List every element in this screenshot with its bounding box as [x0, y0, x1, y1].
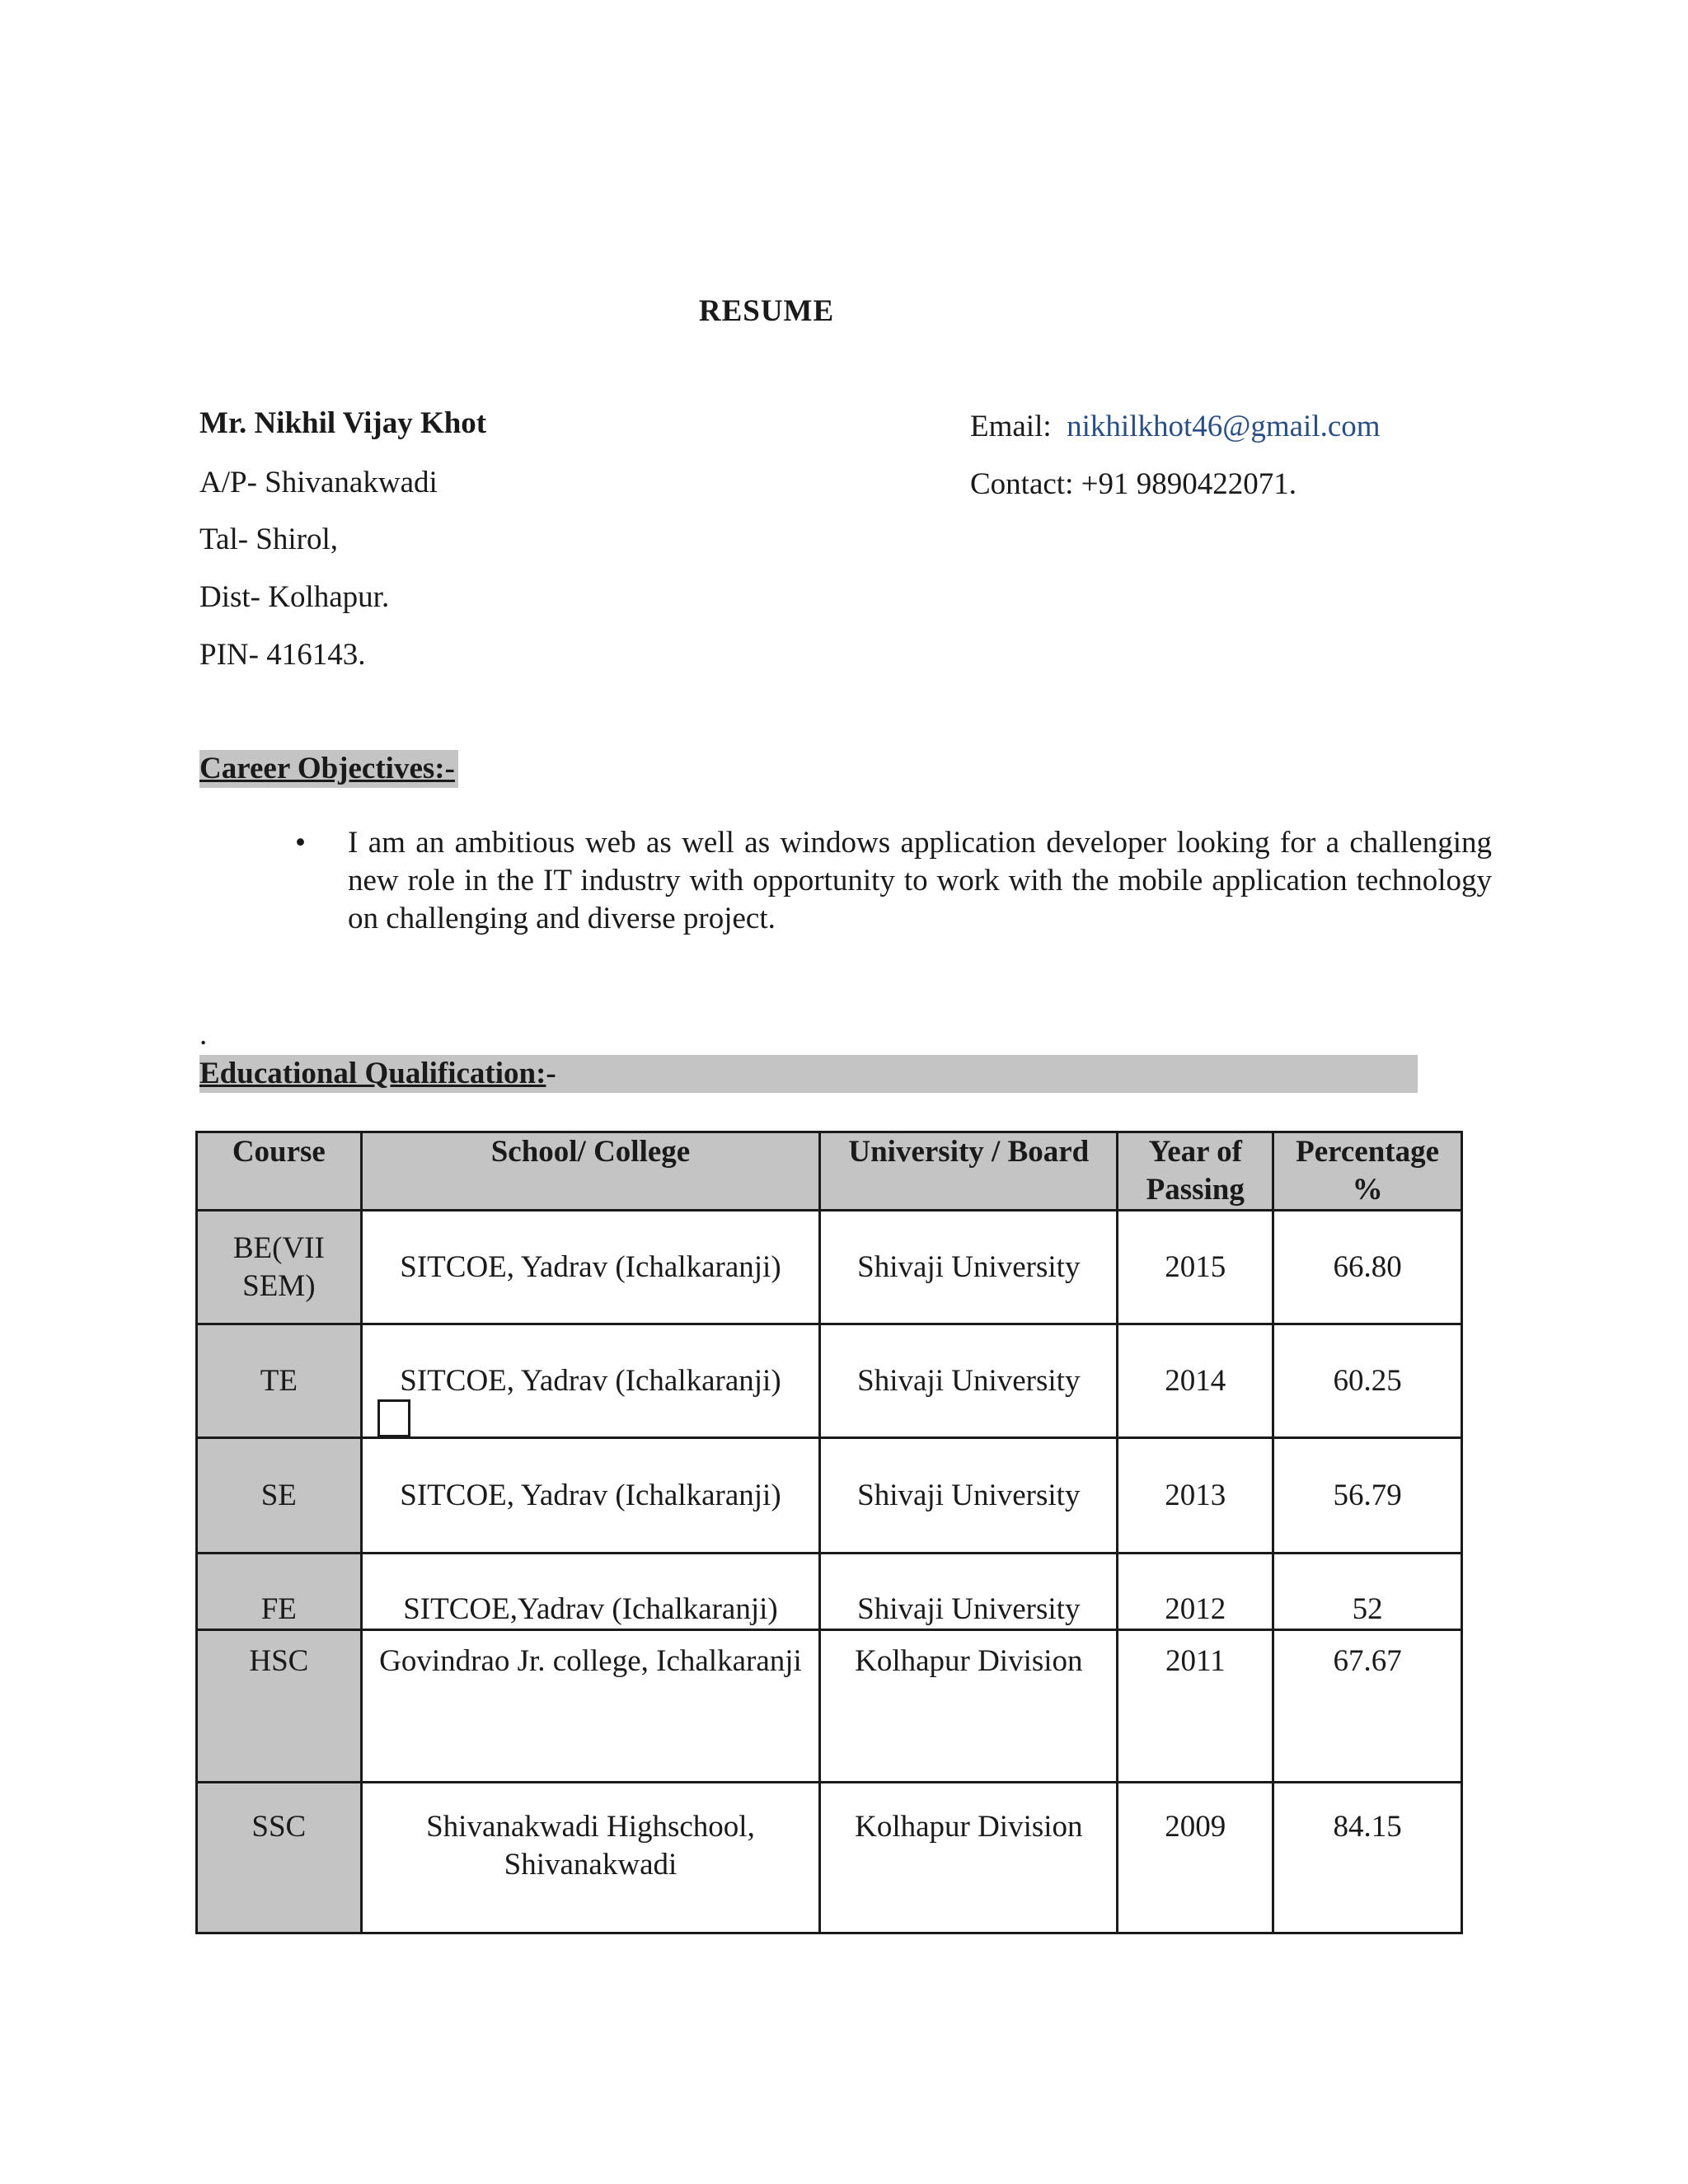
stray-dot: . — [199, 1018, 208, 1052]
bullet-icon: • — [295, 826, 306, 860]
row-year: 2015 — [1118, 1211, 1273, 1324]
row-school: Govindrao Jr. college, Ichalkaranji — [361, 1630, 820, 1783]
career-objectives-heading: Career Objectives:- — [199, 750, 458, 788]
row-school: SITCOE, Yadrav (Ichalkaranji) — [361, 1324, 820, 1438]
education-heading-text: Educational Qualification: — [199, 1057, 546, 1090]
col-course: Course — [197, 1132, 362, 1211]
col-board: University / Board — [820, 1132, 1118, 1211]
row-school: Shivanakwadi Highschool, Shivanakwadi — [361, 1783, 820, 1933]
row-percentage: 66.80 — [1273, 1211, 1462, 1324]
email-label: Email: — [970, 410, 1052, 443]
row-board: Shivaji University — [820, 1324, 1118, 1438]
row-board: Shivaji University — [820, 1211, 1118, 1324]
contact-phone: Contact: +91 9890422071. — [970, 467, 1296, 501]
address-line-3: Dist- Kolhapur. — [199, 580, 390, 614]
table-row — [197, 1438, 1462, 1554]
row-course: BE(VII SEM) — [197, 1211, 362, 1324]
table-row — [197, 1783, 1462, 1933]
email-link[interactable]: nikhilkhot46@gmail.com — [1067, 410, 1381, 443]
address-line-4: PIN- 416143. — [199, 638, 366, 672]
table-row — [197, 1211, 1462, 1324]
row-school: SITCOE, Yadrav (Ichalkaranji) — [361, 1211, 820, 1324]
row-year: 2013 — [1118, 1438, 1273, 1554]
row-percentage: 67.67 — [1273, 1630, 1462, 1783]
row-board: Shivaji University — [820, 1554, 1118, 1630]
address-line-2: Tal- Shirol, — [199, 523, 338, 556]
row-percentage: 56.79 — [1273, 1438, 1462, 1554]
row-course: TE — [197, 1324, 362, 1438]
row-course: SSC — [197, 1783, 362, 1933]
table-row — [197, 1630, 1462, 1783]
row-board: Kolhapur Division — [820, 1630, 1118, 1783]
candidate-name: Mr. Nikhil Vijay Khot — [199, 406, 487, 440]
education-heading — [199, 1055, 1418, 1093]
row-course: HSC — [197, 1630, 362, 1783]
row-percentage: 60.25 — [1273, 1324, 1462, 1438]
col-school: School/ College — [361, 1132, 820, 1211]
row-year: 2009 — [1118, 1783, 1273, 1933]
career-objective-text: I am an ambitious web as well as windows application developer looking for a challenging new role in the IT industry with opportunity to work with the mobile application technology on challenging and diverse project. — [348, 826, 1492, 935]
row-year: 2011 — [1118, 1630, 1273, 1783]
row-course: SE — [197, 1438, 362, 1554]
row-board: Kolhapur Division — [820, 1783, 1118, 1933]
row-school: SITCOE, Yadrav (Ichalkaranji) — [361, 1438, 820, 1554]
resume-title: RESUME — [698, 294, 835, 328]
education-table — [195, 1131, 1463, 1934]
checkbox-icon — [377, 1399, 410, 1437]
row-course: FE — [197, 1554, 362, 1630]
col-percentage: Percentage % — [1273, 1132, 1462, 1211]
row-year: 2012 — [1118, 1554, 1273, 1630]
table-header-row — [197, 1132, 1462, 1211]
col-year: Year of Passing — [1118, 1132, 1273, 1211]
row-percentage: 52 — [1273, 1554, 1462, 1630]
email-row — [970, 409, 1381, 445]
row-board: Shivaji University — [820, 1438, 1118, 1554]
row-year: 2014 — [1118, 1324, 1273, 1438]
address-line-1: A/P- Shivanakwadi — [199, 466, 438, 499]
row-school: SITCOE,Yadrav (Ichalkaranji) — [361, 1554, 820, 1630]
row-percentage: 84.15 — [1273, 1783, 1462, 1933]
table-row — [197, 1554, 1462, 1630]
education-heading-dash: - — [546, 1057, 556, 1090]
